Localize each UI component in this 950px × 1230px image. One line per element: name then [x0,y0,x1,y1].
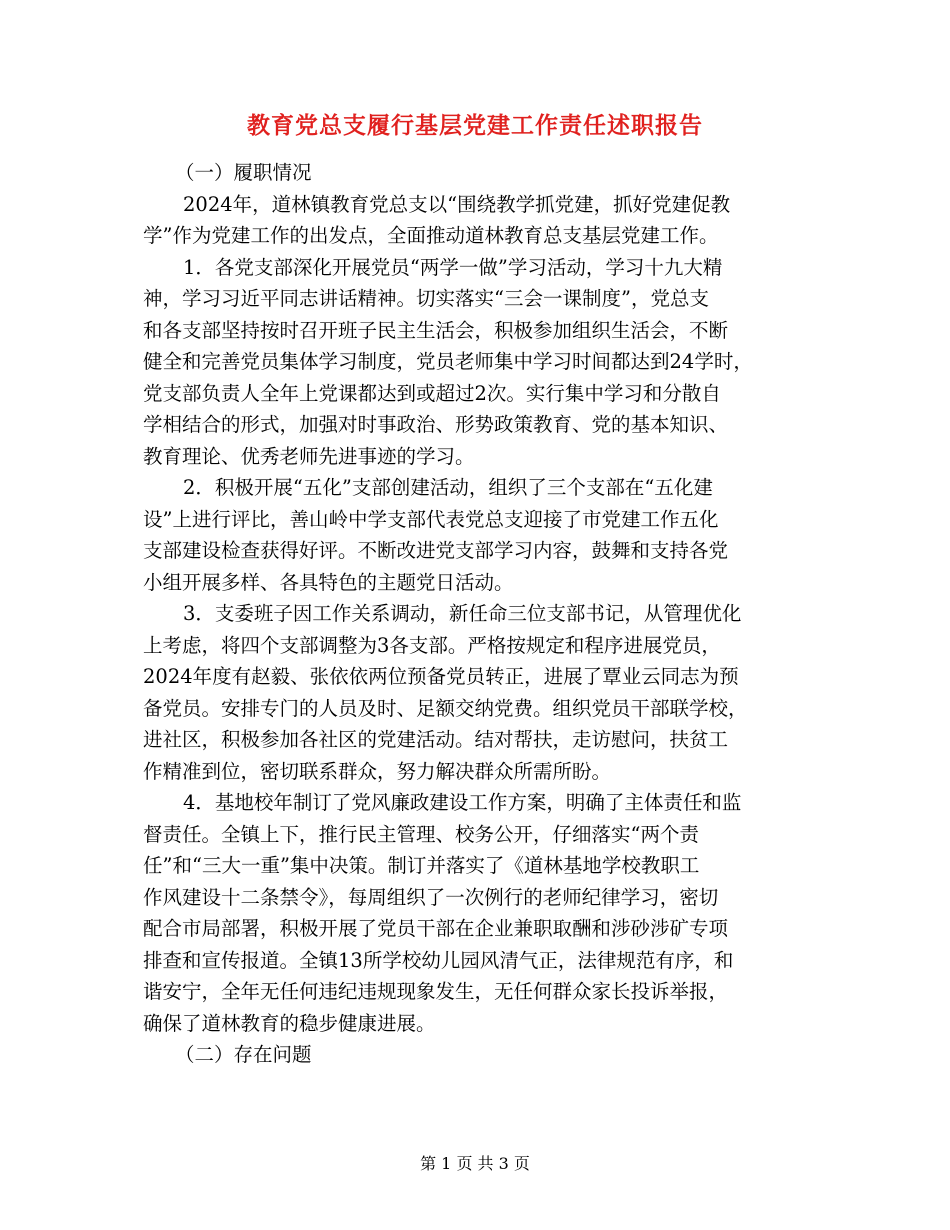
section-heading: （二）存在问题 [175,1043,312,1066]
body-line: 4．基地校年制订了党风廉政建设工作方案，明确了主体责任和监 [183,791,742,814]
body-line: 作精准到位，密切联系群众，努力解决群众所需所盼。 [143,759,612,783]
document-title: 教育党总支履行基层党建工作责任述职报告 [247,112,703,139]
body-line: 3．支委班子因工作关系调动，新任命三位支部书记，从管理优化 [183,602,742,625]
body-line: 作风建设十二条禁令》，每周组织了一次例行的老师纪律学习，密切 [143,885,719,909]
body-line: 支部建设检查获得好评。不断改进党支部学习内容，鼓舞和支持各党 [143,539,729,562]
body-line: 设”上进行评比，善山岭中学支部代表党总支迎接了市党建工作五化 [143,507,719,531]
body-line: 学”作为党建工作的出发点，全面推动道林教育总支基层党建工作。 [143,224,719,247]
body-line: 2．积极开展“五化”支部创建活动，组织了三个支部在“五化建 [183,476,713,499]
body-line: 小组开展多样、各具特色的主题党日活动。 [143,570,514,594]
body-line: 进社区，积极参加各社区的党建活动。结对帮扶，走访慰问，扶贫工 [143,728,729,751]
body-line: 配合市局部署，积极开展了党员干部在企业兼职取酬和涉砂涉矿专项 [143,917,729,940]
body-line: 健全和完善党员集体学习制度，党员老师集中学习时间都达到24学时， [143,350,753,373]
body-line: 确保了道林教育的稳步健康进展。 [143,1011,436,1035]
body-line: 神，学习习近平同志讲话精神。切实落实“三会一课制度”，党总支 [143,287,709,310]
body-line: 2024年度有赵毅、张依依两位预备党员转正，进展了覃业云同志为预 [143,665,739,688]
body-line: 上考虑，将四个支部调整为3各支部。严格按规定和程序进展党员， [143,633,721,657]
body-line: 和各支部坚持按时召开班子民主生活会，积极参加组织生活会，不断 [143,318,729,342]
body-line: 学相结合的形式，加强对时事政治、形势政策教育、党的基本知识、 [143,413,729,436]
body-line: 排查和宣传报道。全镇13所学校幼儿园风清气正，法律规范有序，和 [143,948,734,972]
page-footer: 第 1 页 共 3 页 [420,1154,530,1173]
body-line: 2024年，道林镇教育党总支以“围绕教学抓党建，抓好党建促教 [183,192,731,216]
body-line: 1．各党支部深化开展党员“两学一做”学习活动，学习十九大精 [183,255,723,279]
body-line: 党支部负责人全年上党课都达到或超过2次。实行集中学习和分散自 [143,381,721,405]
body-line: 谐安宁，全年无任何违纪违规现象发生，无任何群众家长投诉举报， [143,980,729,1003]
body-line: 备党员。安排专门的人员及时、足额交纳党费。组织党员干部联学校， [143,696,748,720]
body-line: 督责任。全镇上下，推行民主管理、校务公开，仔细落实“两个责 [143,822,699,846]
section-heading: （一）履职情况 [175,161,312,184]
body-line: 教育理论、优秀老师先进事迹的学习。 [143,444,475,468]
body-line: 任”和“三大一重”集中决策。制订并落实了《道林基地学校教职工 [143,854,700,877]
document-body [143,157,813,1071]
